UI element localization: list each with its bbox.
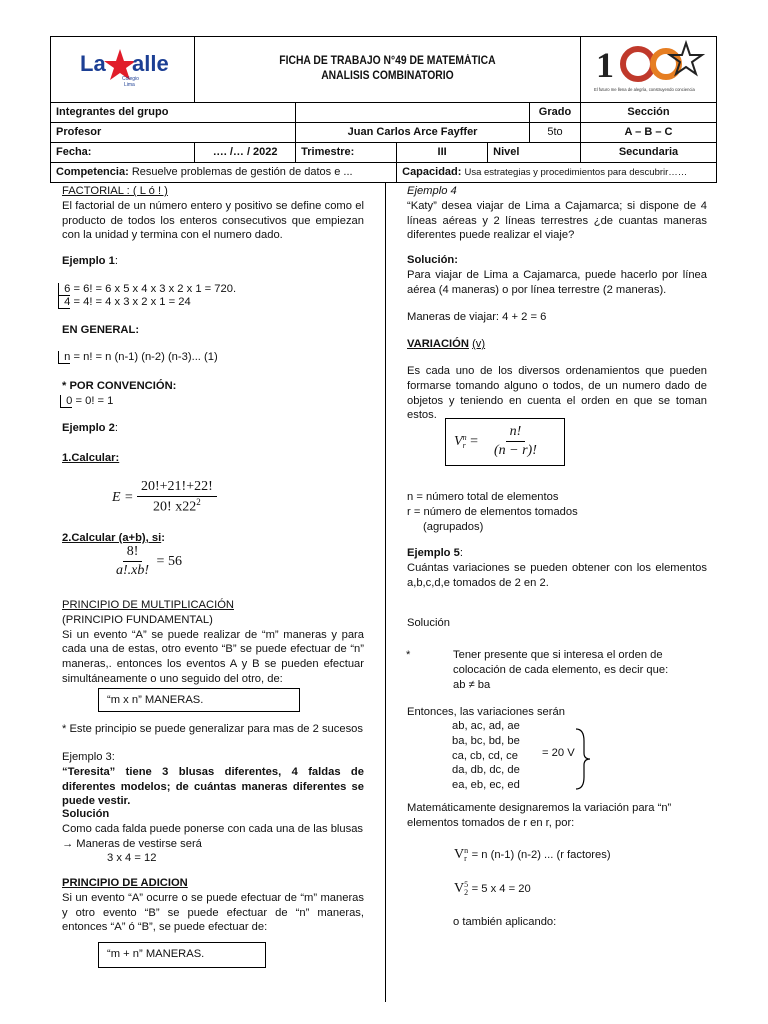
competencia-cell [51, 162, 397, 182]
integrantes-field[interactable] [296, 102, 530, 122]
solucion-5 [407, 616, 450, 631]
capacidad-label: Capacidad: [402, 165, 462, 178]
example-5-text: Cuántas variaciones se pueden obtener con los elementos a,b,c,d,e tomados de 2 en 2. [407, 561, 707, 589]
variation-row: ba, bc, bd, be [452, 734, 520, 747]
solucion-3 [62, 807, 364, 866]
variacion-denominator: (n − r)! [494, 443, 537, 459]
seccion-value: A – B – C [581, 122, 717, 142]
capacidad-cell [397, 162, 717, 182]
def-n: n = número total de elementos [407, 491, 559, 503]
calc-1-lhs: E = [112, 490, 134, 506]
def-agrupados: (agrupados) [423, 520, 484, 533]
profesor-value: Juan Carlos Arce Fayffer [296, 122, 530, 142]
title-cell [195, 37, 581, 103]
solucion-4-title: Solución [407, 254, 455, 266]
title-line-1: FICHA DE TRABAJO N°49 DE MATEMÁTICA [279, 54, 496, 67]
svg-text:alle: alle [132, 51, 169, 77]
matematicamente-text: Matemáticamente designaremos la variación para “n” elementos tomados de r en r, por: [407, 802, 672, 829]
calc-1-exponent: 2 [196, 497, 201, 508]
example-1-line-2: = 4! = 4 x 3 x 2 x 1 = 24 [70, 295, 191, 308]
variation-row: da, db, dc, de [452, 764, 520, 777]
entonces-block [407, 705, 565, 720]
svg-text:La: La [80, 51, 106, 77]
calc-1-denominator: 20! x22 [153, 500, 197, 516]
vnr-formula: V n r = n (n-1) (n-2) ... (r factores) [454, 845, 611, 863]
pm-text: Si un evento “A” se puede realizar de “m” maneras y para cada una de estas, otro evento “B” se puede efectuar de “n” maneras,. entonces los eventos A y B se pueden efectuar simultáneamente o uno seguido del otro, de: [62, 628, 364, 685]
v52-expression: = 5 x 4 = 20 [471, 883, 531, 895]
variacion-fraction [490, 423, 541, 461]
ab-ba: ab ≠ ba [453, 678, 491, 691]
trimestre-value: III [397, 142, 488, 162]
tener-block [453, 648, 707, 692]
grado-label: Grado [530, 102, 581, 122]
svg-text:Colegio: Colegio [122, 76, 139, 83]
example-4 [407, 184, 707, 243]
fecha-label: Fecha: [51, 142, 195, 162]
variacion-symbol: (v) [472, 338, 486, 350]
factorial-title: FACTORIAL : ( L ó ! ) [62, 185, 168, 197]
anniversary-logo [586, 37, 711, 97]
convencion-formula: = 0! = 1 [72, 394, 114, 407]
variacion-title: VARIACIÓN [407, 338, 469, 350]
nivel-label: Nivel [488, 142, 581, 162]
trimestre-label: Trimestre: [296, 142, 397, 162]
anniversary-logo-cell [581, 37, 717, 103]
fecha-value[interactable]: …. /… / 2022 [195, 142, 296, 162]
solucion-3-title: Solución [62, 808, 110, 820]
variacion-text: Es cada uno de los diversos ordenamientos que pueden formarse tomando alguno o todos, de un numero dado de objetos y teniendo en cuenta el orden en que se toman estos. [407, 365, 707, 422]
pa-title: PRINCIPIO DE ADICION [62, 877, 188, 889]
tambien-text: o también aplicando: [453, 916, 557, 928]
example-5-title: Ejemplo 5 [407, 547, 460, 559]
general-formula: = n! = n (n-1) (n-2) (n-3)... (1) [70, 351, 218, 363]
variation-row: ab, ac, ad, ae [452, 720, 520, 732]
grado-value: 5to [530, 122, 581, 142]
variacion-formula-box [445, 418, 565, 466]
principio-adicion [62, 876, 364, 935]
solucion-5-title: Solución [407, 617, 450, 629]
example-5: Ejemplo 5: Cuántas variaciones se pueden obtener con los elementos a,b,c,d,e tomados de 2 en 2. [407, 547, 707, 589]
example-3-title: Ejemplo 3: [62, 751, 115, 763]
profesor-label: Profesor [51, 122, 296, 142]
convencion-title: * POR CONVENCIÓN: [62, 380, 177, 392]
example-1-lines [58, 282, 236, 310]
title-line-2: ANALISIS COMBINATORIO [321, 70, 454, 83]
matematicamente-block [407, 801, 707, 831]
general-title: EN GENERAL [62, 324, 136, 336]
v52-formula: V 5 2 = 5 x 4 = 20 [454, 879, 531, 897]
pm-title-2: (PRINCIPIO FUNDAMENTAL) [62, 613, 213, 626]
svg-text:Lima: Lima [124, 82, 135, 89]
solucion-4-text: Para viajar de Lima a Cajamarca, puede hacerlo por línea aérea (4 maneras) o por línea terrestre (2 maneras). [407, 268, 707, 296]
variation-row: ea, eb, ec, ed [452, 779, 520, 792]
calc-1-numerator: 20!+21!+22! [137, 478, 217, 497]
factorial-symbol: 6 [58, 283, 70, 296]
general-formula-row [58, 350, 218, 365]
calc-1 [62, 451, 119, 466]
calc-1-formula [112, 478, 217, 518]
factorial-definition: El factorial de un número entero y positivo se define como el producto de todos los enteros consecutivos que empiezan con la unidad y termina con el numero dado. [62, 199, 364, 242]
convencion-section [62, 379, 176, 409]
solucion-4: Solución: Para viajar de Lima a Cajamarca, puede hacerlo por línea aérea (4 maneras) o por línea terrestre (2 maneras). [407, 254, 707, 296]
variacion-lhs: V n r = [454, 432, 478, 450]
example-2: Ejemplo 2: [62, 422, 118, 434]
la-salle-logo [56, 39, 186, 99]
left-column [62, 184, 364, 243]
solucion-3-arrow: → Maneras de vestirse será [62, 837, 202, 850]
calc-2-rhs: = 56 [156, 554, 182, 570]
seccion-label: Sección [581, 102, 717, 122]
svg-text:1: 1 [596, 45, 614, 85]
calc-2-title: 2.Calcular (a+b), si [62, 532, 162, 544]
maneras-viajar: Maneras de viajar: 4 + 2 = 6 [407, 311, 547, 323]
variacion-numerator: n! [506, 423, 526, 442]
factorial-symbol: 0 [60, 395, 72, 408]
principio-multiplicacion [62, 598, 364, 687]
competencia-label: Competencia: [56, 165, 129, 178]
pm-note: * Este principio se puede generalizar para mas de 2 sucesos [62, 723, 363, 735]
capacidad-value: Usa estrategias y procedimientos para descubrir…… [464, 166, 688, 178]
tener-text: Tener presente que si interesa el orden de colocación de cada elemento, es decir que: [453, 649, 669, 676]
header-table [50, 36, 717, 183]
calc-2-formula [112, 543, 182, 581]
pa-box-text: “m + n” MANERAS. [107, 948, 205, 960]
solucion-3-result: 3 x 4 = 12 [107, 852, 157, 865]
variaciones-list [452, 719, 520, 793]
star-bullet: * [406, 649, 411, 661]
competencia-value: Resuelve problemas de gestión de datos e ... [131, 165, 353, 178]
example-4-title: Ejemplo 4 [407, 185, 457, 197]
nivel-value: Secundaria [581, 142, 717, 162]
example-4-text: “Katy” desea viajar de Lima a Cajamarca; si dispone de 4 líneas aéreas y 2 líneas terrestres ¿de cuantas maneras diferentes puede realizar el viaje? [407, 199, 707, 242]
example-1: Ejemplo 1: [62, 255, 118, 267]
variation-row: ca, cb, cd, ce [452, 749, 518, 762]
calc-2-numerator: 8! [123, 543, 143, 562]
variaciones-total: = 20 V [542, 747, 575, 759]
def-r: r = número de elementos tomados [407, 505, 578, 518]
column-divider [385, 182, 386, 1002]
tambien-block [453, 915, 556, 930]
example-3 [62, 750, 364, 809]
pm-note-block [62, 722, 364, 737]
logo-cell [51, 37, 195, 103]
svg-text:El futuro me llena de alegría,: El futuro me llena de alegría, construyendo conciencia [594, 87, 695, 92]
variacion-definitions [407, 490, 707, 534]
maneras-block [407, 310, 546, 325]
factorial-symbol: 4 [58, 296, 70, 309]
pm-box-text: “m x n” MANERAS. [107, 694, 204, 706]
pa-box [98, 942, 266, 968]
solucion-3-text: Como cada falda puede ponerse con cada una de las blusas [62, 822, 364, 835]
example-1-title: Ejemplo 1 [62, 255, 115, 267]
vnr-expression: = n (n-1) (n-2) ... (r factores) [471, 849, 611, 861]
entonces-text: Entonces, las variaciones serán [407, 706, 565, 718]
example-3-text: “Teresita” tiene 3 blusas diferentes, 4 faldas de diferentes modelos; de cuántas maneras diferentes se puede vestir. [62, 765, 364, 808]
pm-title-1: PRINCIPIO DE MULTIPLICACIÓN [62, 599, 234, 611]
general-section: EN GENERAL: [62, 324, 140, 336]
variacion-definition [407, 364, 707, 423]
calc-1-title: 1.Calcular: [62, 452, 120, 464]
curly-brace-icon [574, 727, 592, 791]
calc-2: 2.Calcular (a+b), si: [62, 532, 165, 544]
calc-2-denominator: a!.xb! [116, 563, 150, 579]
variacion-title-row [407, 337, 485, 352]
example-2-title: Ejemplo 2 [62, 422, 115, 434]
integrantes-label: Integrantes del grupo [51, 102, 296, 122]
example-1-line-1: = 6! = 6 x 5 x 4 x 3 x 2 x 1 = 720. [70, 283, 237, 295]
pa-text: Si un evento “A” ocurre o se puede efectuar de “m” maneras y otro evento “B” se puede efectuar de “n” maneras, entonces “A” ó “B”, se puede efectuar de: [62, 891, 364, 934]
factorial-symbol: n [58, 351, 70, 364]
pm-box [98, 688, 300, 712]
